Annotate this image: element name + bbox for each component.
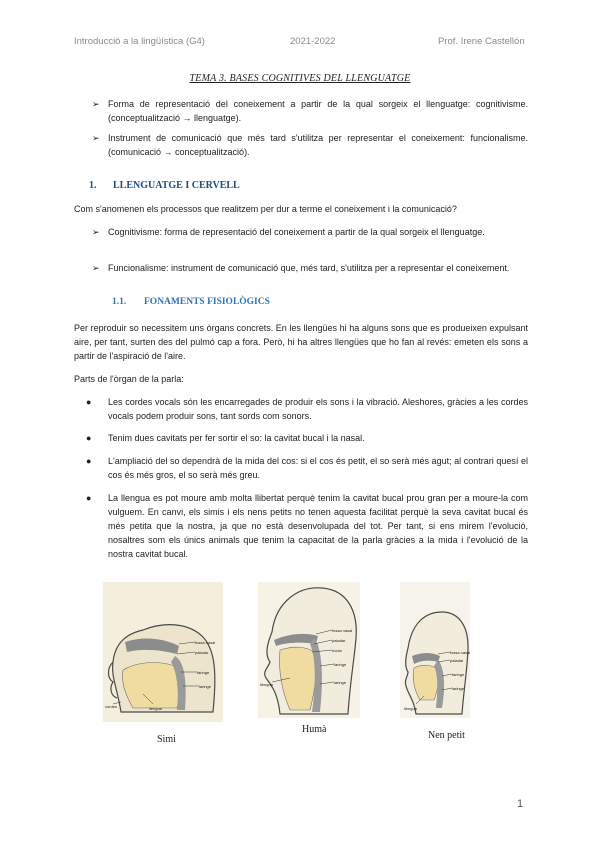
arrow-marker-icon: ➢ [92, 263, 100, 273]
bullet-text: Les cordes vocals són les encarregades de produir els sons i la vibració. Aleshores, gràcies a les cordes vocals podem produir sons, tant sords com sonors. [108, 397, 528, 421]
fig3-label: llengua [404, 706, 417, 711]
intro-item [92, 97, 528, 125]
bullet-text: Tenim dues cavitats per fer sortir el so: la cavitat bucal i la nasal. [108, 433, 365, 443]
bullet-icon: ● [86, 433, 92, 443]
intro-item [92, 131, 528, 159]
fig1-label: llengua [149, 706, 162, 711]
section-1-1-number: 1.1. [112, 297, 127, 307]
page-number: 1 [517, 798, 524, 810]
arrow-marker-icon: ➢ [92, 227, 100, 237]
figure-caption-human: Humà [302, 724, 327, 735]
fig1-label: faringe [197, 670, 210, 675]
fig2-label: fossa nasal [332, 628, 353, 633]
intro-item-text: Instrument de comunicació que més tard s'utilitza per representar el coneixement: funcionalisme. (comunicació → conceptualització). [108, 133, 528, 157]
fig2-label: paladar [332, 638, 346, 643]
figure-caption-ape: Simi [157, 734, 176, 745]
header-professor: Prof. Irene Castellón [438, 36, 525, 47]
bullet-icon: ● [86, 493, 92, 503]
bullet-item [86, 431, 528, 445]
bullet-text: La llengua es pot moure amb molta llibertat perquè tenim la cavitat bucal prou gran per a moure-la com vulguem. En canvi, els simis i els nens petits no tenen aquesta facilitat perquè la seva cavitat bucal és més petita que la nostra, ja que no està desenvolupada del tot. Per tant, si ens mirem l'evolució, nosaltres som els únics animals que tenim la capacitat de la parla gràcies a la mida i l'evolució de la nostra cavitat bucal. [108, 493, 528, 559]
arrow-marker-icon: ➢ [92, 99, 100, 109]
page-title: TEMA 3. BASES COGNITIVES DEL LLENGUATGE [189, 73, 411, 84]
ape-head-illustration [103, 582, 223, 722]
figure-caption-child: Nen petit [428, 730, 465, 741]
fig2-label: llengua [260, 682, 273, 687]
intro-item-text: Forma de representació del coneixement a partir de la qual sorgeix el llenguatge: cognitivisme. (conceptualització → llenguatge). [108, 99, 528, 123]
fig2-label: úvula [332, 648, 342, 653]
figure-human-vocal-tract [258, 582, 360, 718]
fig3-label: fossa nasal [450, 650, 470, 655]
section-1-1-title: FONAMENTS FISIOLÒGICS [144, 297, 270, 307]
section-1-1-paragraph: Per reproduir so necessitem uns òrgans concrets. En les llengües hi ha alguns sons que es produeixen expulsant aire, per tant, surten des del pulmó cap a fora. Però, hi ha altres llengües que ho fan al revés: emeten els sons a partir de l'aspiració de l'aire. [74, 323, 528, 361]
fig3-label: paladar [450, 658, 464, 663]
section-1-1-heading [112, 297, 270, 307]
section-1-title: LLENGUATGE I CERVELL [113, 180, 240, 191]
section-1-item [92, 261, 528, 275]
fig2-label: laringe [334, 680, 347, 685]
figure-child-vocal-tract [400, 582, 470, 718]
section-1-heading [89, 180, 240, 191]
parts-intro: Parts de l'òrgan de la parla: [74, 374, 184, 384]
header-course: Introducció a la lingüística (G4) [74, 36, 205, 47]
section-1-question: Com s'anomenen els processos que realitzem per dur a terme el coneixement i la comunicació? [74, 204, 457, 214]
fig1-label: fossa nasal [195, 640, 216, 645]
bullet-item [86, 395, 528, 423]
bullet-text: L'ampliació del so dependrà de la mida del cos: si el cos és petit, el so serà més agut; al contrari quesí el cos és més gros, el so serà més greu. [108, 456, 528, 480]
human-head-illustration [258, 582, 360, 718]
fig3-label: faringe [452, 672, 465, 677]
fig1-label: cordes [105, 704, 118, 709]
bullet-icon: ● [86, 397, 92, 407]
child-head-illustration [400, 582, 470, 718]
bullet-icon: ● [86, 456, 92, 466]
bullet-item [86, 454, 528, 482]
section-1-item-text: Cognitivisme: forma de representació del coneixement a partir de la qual sorgeix el llenguatge. [108, 227, 485, 237]
section-1-item-text: Funcionalisme: instrument de comunicació que, més tard, s'utilitza per a representar el coneixement. [108, 263, 510, 273]
fig3-label: laringe [452, 686, 465, 691]
section-1-number: 1. [89, 180, 97, 191]
section-1-item [92, 225, 528, 239]
figure-ape-vocal-tract [103, 582, 223, 722]
arrow-marker-icon: ➢ [92, 133, 100, 143]
bullet-item [86, 491, 528, 561]
fig2-label: faringe [334, 662, 347, 667]
fig1-label: paladar [195, 650, 209, 655]
fig1-label: laringe [199, 684, 212, 689]
header-year: 2021-2022 [290, 36, 336, 47]
